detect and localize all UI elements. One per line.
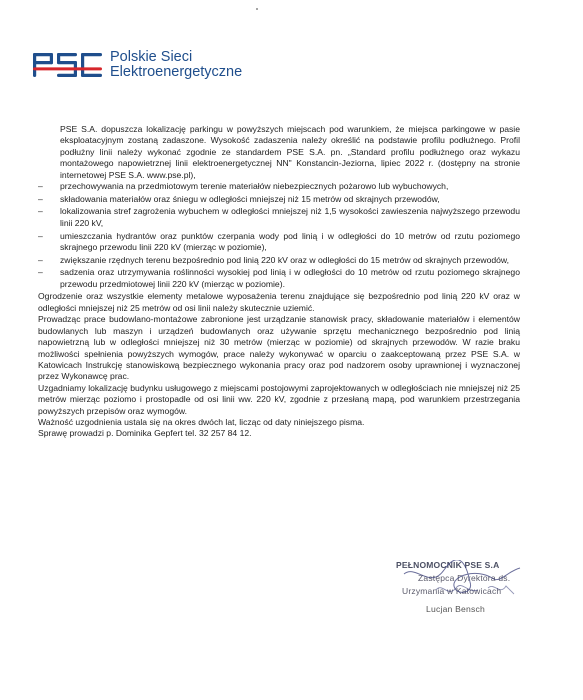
bullet-dash: – [38,206,43,217]
stamp-title: PEŁNOMOCNIK PSE S.A [396,560,500,570]
list-item [38,255,520,266]
construction-paragraph: Prowadząc prace budowlano-montażowe zabronione jest urządzanie stanowisk pracy, składowanie materiałów i elementów budowlanych lub maszyn i urządzeń budowlanych oraz używanie sprzętu mechanicznego bezpośrednio pod linią napowietrzną lub w odległości mniejszej niż 30 metrów (mierząc w poziomie) od skrajnych przewodów. W razie braku możliwości spełnienia powyższych wymogów, prace należy wykonywać w oparciu o zaakceptowaną przez PSE S.A. w Katowicach Instrukcję stanowiskową bezpiecznego wykonania pracy oraz pod nadzorem osoby uprawnionej i wyznaczonej przez Wykonawcę prac. [38,314,520,382]
restriction-list [38,181,520,290]
list-item-text: lokalizowania stref zagrożenia wybuchem w odległości mniejszej niż 1,5 wysokości zawieszenia najwyższego przewodu linii 220 kV, [60,206,520,228]
bullet-dash: – [38,181,43,192]
bullet-dash: – [38,230,43,241]
validity-paragraph: Ważność uzgodnienia ustala się na okres dwóch lat, licząc od daty niniejszego pisma. [38,416,365,427]
bullet-dash: – [38,193,43,204]
list-item-text: zwiększanie rzędnych terenu bezpośrednio pod linią 220 kV oraz w odległości do 15 metrów od skrajnych przewodów, [60,254,510,265]
company-name-line2: Elektroenergetyczne [110,64,243,80]
list-item [38,181,520,192]
list-item [38,206,520,229]
stamp-location: Urzymania w Katowicach [402,586,502,596]
list-item-text: sadzenia oraz utrzymywania roślinności wysokiej pod linią i w odległości do 10 metrów od rzutu poziomego skrajnego przewodu przedmiotowej linii 220 kV (mierząc w poziomie). [60,267,520,289]
contact-paragraph: Sprawę prowadzi p. Dominika Gepfert tel. 32 257 84 12. [38,428,252,439]
signature-stamp [396,560,546,640]
pse-logo-mark-icon [32,51,104,79]
intro-paragraph: PSE S.A. dopuszcza lokalizację parkingu w powyższych miejscach pod warunkiem, że miejsca parkingowe w pasie eksploatacyjnym zostaną zadaszone. Wysokość zadaszenia należy określić na podstawie profilu podłużnego. Profil podłużny linii należy wykonać zgodnie ze standardem PSE S.A. pn. „Standard profilu podłużnego oraz wykazu montażowego napowietrznej linii elektroenergetycznej NN" Konstancin-Jeziorna, lipiec 2022 r. (dostępny na stronie internetowej PSE S.A. www.pse.pl), [60,124,520,180]
grounding-paragraph: Ogrodzenie oraz wszystkie elementy metalowe wyposażenia terenu znajdujące się bezpośrednio pod linią 220 kV oraz w odległości mniejszej niż 25 metrów od osi linii należy skutecznie uziemić. [38,291,520,313]
bullet-dash: – [38,254,43,265]
list-item [38,194,520,205]
pse-logo [32,50,242,80]
bullet-dash: – [38,267,43,278]
letter-body [38,124,520,440]
list-item-text: umieszczania hydrantów oraz punktów czerpania wody pod linią i w odległości do 10 metrów od rzutu poziomego skrajnego przewodu linii 220 kV (mierząc w poziomie), [60,230,520,252]
list-item [38,231,520,254]
list-item-text: składowania materiałów oraz śniegu w odległości mniejszej niż 15 metrów od skrajnych przewodów, [60,193,440,204]
scan-dot [256,8,258,10]
approval-paragraph: Uzgadniamy lokalizację budynku usługowego z miejscami postojowymi zaprojektowanych w odległościach nie mniejszej niż 25 metrów mierząc poziomo i prostopadle od osi linii ww. 220 kV, zgodnie z przesłaną mapą, pod warunkiem przestrzegania powyższych przepisów oraz wymogów. [38,382,520,416]
stamp-role: Zastępca Dyrektora ds. [418,573,511,583]
list-item [38,267,520,290]
company-name-line1: Polskie Sieci [110,49,193,65]
list-item-text: przechowywania na przedmiotowym terenie materiałów niebezpiecznych pożarowo lub wybuchowych, [60,181,449,192]
company-name [110,50,242,80]
signatory-name: Lucjan Bensch [426,604,485,614]
